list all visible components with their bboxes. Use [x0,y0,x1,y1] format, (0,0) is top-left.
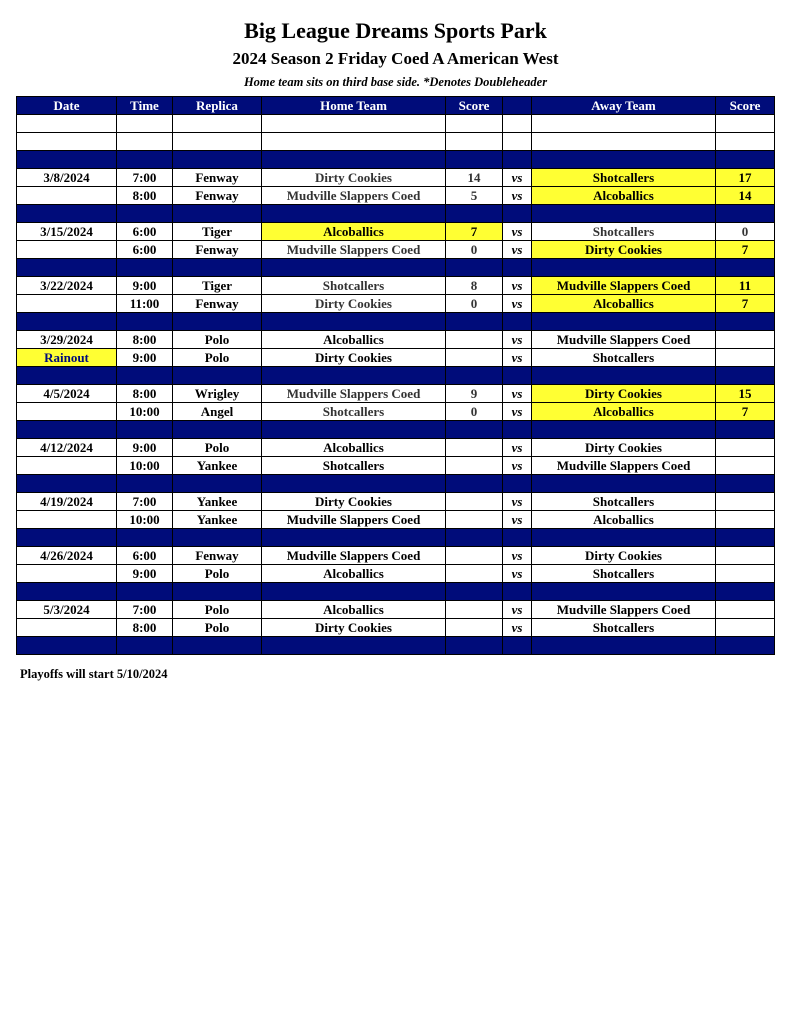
home-team-cell: Mudville Slappers Coed [262,385,446,403]
game-row [17,619,775,637]
column-header-home-score: Score [446,97,503,115]
empty-cell [117,259,173,277]
replica-cell: Yankee [173,493,262,511]
away-score-cell [716,457,775,475]
home-team-cell: Alcoballics [262,331,446,349]
empty-cell [716,313,775,331]
away-score-cell: 14 [716,187,775,205]
date-cell: 3/15/2024 [17,223,117,241]
home-team-cell: Dirty Cookies [262,169,446,187]
empty-cell [446,475,503,493]
time-cell: 9:00 [117,439,173,457]
date-cell: 3/8/2024 [17,169,117,187]
empty-cell [117,205,173,223]
vs-cell: vs [503,331,532,349]
replica-cell: Fenway [173,187,262,205]
game-row [17,439,775,457]
vs-cell: vs [503,511,532,529]
away-score-cell [716,601,775,619]
empty-cell [17,475,117,493]
game-row [17,511,775,529]
home-team-cell: Mudville Slappers Coed [262,187,446,205]
column-header-away-score: Score [716,97,775,115]
empty-cell [117,115,173,133]
date-cell: 5/3/2024 [17,601,117,619]
empty-cell [716,583,775,601]
away-score-cell: 11 [716,277,775,295]
time-cell: 7:00 [117,601,173,619]
blank-row [17,115,775,133]
empty-cell [17,583,117,601]
away-score-cell: 7 [716,241,775,259]
separator-row [17,637,775,655]
separator-row [17,475,775,493]
column-header-away-team: Away Team [532,97,716,115]
vs-cell: vs [503,601,532,619]
page-note: Home team sits on third base side. *Denotes Doubleheader [243,75,548,89]
replica-cell: Polo [173,349,262,367]
empty-cell [17,637,117,655]
date-cell [17,295,117,313]
time-cell: 9:00 [117,565,173,583]
empty-cell [503,367,532,385]
empty-cell [446,259,503,277]
home-team-cell: Mudville Slappers Coed [262,547,446,565]
home-score-cell [446,511,503,529]
date-cell: 4/12/2024 [17,439,117,457]
empty-cell [173,529,262,547]
home-team-cell: Alcoballics [262,601,446,619]
game-row [17,169,775,187]
empty-cell [173,475,262,493]
away-score-cell [716,547,775,565]
time-cell: 7:00 [117,169,173,187]
home-team-cell: Dirty Cookies [262,619,446,637]
game-row [17,277,775,295]
vs-cell: vs [503,169,532,187]
time-cell: 6:00 [117,223,173,241]
replica-cell: Polo [173,331,262,349]
replica-cell: Fenway [173,169,262,187]
empty-cell [262,475,446,493]
away-team-cell: Mudville Slappers Coed [532,277,716,295]
empty-cell [117,529,173,547]
replica-cell: Polo [173,565,262,583]
home-score-cell [446,601,503,619]
empty-cell [532,115,716,133]
empty-cell [532,151,716,169]
column-header-vs [503,97,532,115]
vs-cell: vs [503,385,532,403]
separator-row [17,151,775,169]
home-score-cell [446,331,503,349]
replica-cell: Fenway [173,547,262,565]
time-cell: 6:00 [117,547,173,565]
empty-cell [117,583,173,601]
separator-row [17,367,775,385]
away-score-cell: 7 [716,295,775,313]
date-cell [17,187,117,205]
away-team-cell: Dirty Cookies [532,385,716,403]
away-score-cell [716,619,775,637]
column-header-date: Date [17,97,117,115]
home-score-cell [446,619,503,637]
empty-cell [173,367,262,385]
home-score-cell [446,439,503,457]
game-row [17,565,775,583]
date-cell: Rainout [17,349,117,367]
empty-cell [173,421,262,439]
away-team-cell: Shotcallers [532,619,716,637]
empty-cell [532,367,716,385]
empty-cell [117,313,173,331]
empty-cell [173,583,262,601]
schedule-body [17,115,775,655]
home-score-cell: 0 [446,403,503,421]
header-row [17,97,775,115]
empty-cell [446,637,503,655]
game-row [17,601,775,619]
replica-cell: Wrigley [173,385,262,403]
separator-row [17,205,775,223]
replica-cell: Angel [173,403,262,421]
game-row [17,241,775,259]
time-cell: 8:00 [117,187,173,205]
vs-cell: vs [503,349,532,367]
home-score-cell: 9 [446,385,503,403]
empty-cell [532,475,716,493]
time-cell: 10:00 [117,403,173,421]
vs-cell: vs [503,493,532,511]
empty-cell [262,529,446,547]
empty-cell [262,583,446,601]
empty-cell [716,529,775,547]
empty-cell [446,313,503,331]
empty-cell [716,421,775,439]
away-score-cell [716,493,775,511]
empty-cell [503,583,532,601]
separator-row [17,313,775,331]
home-team-cell: Shotcallers [262,457,446,475]
empty-cell [503,637,532,655]
replica-cell: Polo [173,619,262,637]
date-cell: 3/29/2024 [17,331,117,349]
away-team-cell: Shotcallers [532,565,716,583]
empty-cell [262,205,446,223]
date-cell [17,565,117,583]
home-team-cell: Shotcallers [262,277,446,295]
schedule-table [16,96,775,655]
empty-cell [532,205,716,223]
empty-cell [17,529,117,547]
home-team-cell: Dirty Cookies [262,295,446,313]
replica-cell: Fenway [173,295,262,313]
away-score-cell [716,349,775,367]
home-score-cell [446,493,503,511]
empty-cell [17,115,117,133]
time-cell: 7:00 [117,493,173,511]
empty-cell [532,133,716,151]
column-header-home-team: Home Team [262,97,446,115]
home-team-cell: Alcoballics [262,439,446,457]
empty-cell [532,421,716,439]
empty-cell [446,421,503,439]
away-score-cell [716,565,775,583]
empty-cell [446,115,503,133]
vs-cell: vs [503,565,532,583]
time-cell: 11:00 [117,295,173,313]
empty-cell [173,205,262,223]
empty-cell [17,367,117,385]
game-row [17,403,775,421]
empty-cell [446,529,503,547]
away-team-cell: Alcoballics [532,187,716,205]
empty-cell [532,259,716,277]
vs-cell: vs [503,457,532,475]
empty-cell [446,583,503,601]
date-cell [17,511,117,529]
home-team-cell: Dirty Cookies [262,349,446,367]
empty-cell [532,313,716,331]
empty-cell [17,133,117,151]
empty-cell [503,115,532,133]
time-cell: 8:00 [117,331,173,349]
home-score-cell: 8 [446,277,503,295]
away-score-cell [716,439,775,457]
empty-cell [503,259,532,277]
date-cell: 4/19/2024 [17,493,117,511]
replica-cell: Tiger [173,223,262,241]
empty-cell [117,637,173,655]
empty-cell [446,367,503,385]
away-score-cell [716,331,775,349]
vs-cell: vs [503,241,532,259]
empty-cell [173,115,262,133]
replica-cell: Fenway [173,241,262,259]
empty-cell [173,151,262,169]
home-score-cell: 5 [446,187,503,205]
away-team-cell: Dirty Cookies [532,439,716,457]
empty-cell [716,133,775,151]
home-score-cell: 7 [446,223,503,241]
home-team-cell: Alcoballics [262,565,446,583]
vs-cell: vs [503,223,532,241]
empty-cell [716,475,775,493]
empty-cell [262,151,446,169]
page-title: Big League Dreams Sports Park [244,18,547,43]
away-score-cell: 7 [716,403,775,421]
date-cell [17,619,117,637]
away-team-cell: Dirty Cookies [532,547,716,565]
vs-cell: vs [503,439,532,457]
date-cell: 4/26/2024 [17,547,117,565]
away-team-cell: Shotcallers [532,493,716,511]
empty-cell [262,313,446,331]
away-team-cell: Alcoballics [532,403,716,421]
game-row [17,295,775,313]
date-cell: 3/22/2024 [17,277,117,295]
date-cell [17,457,117,475]
separator-row [17,583,775,601]
home-score-cell [446,349,503,367]
away-team-cell: Mudville Slappers Coed [532,457,716,475]
vs-cell: vs [503,619,532,637]
game-row [17,457,775,475]
time-cell: 9:00 [117,277,173,295]
home-score-cell [446,457,503,475]
vs-cell: vs [503,295,532,313]
empty-cell [262,133,446,151]
date-cell [17,241,117,259]
empty-cell [173,313,262,331]
home-score-cell: 0 [446,241,503,259]
empty-cell [716,367,775,385]
replica-cell: Tiger [173,277,262,295]
away-team-cell: Shotcallers [532,169,716,187]
date-cell [17,403,117,421]
empty-cell [173,133,262,151]
empty-cell [17,205,117,223]
vs-cell: vs [503,277,532,295]
empty-cell [503,133,532,151]
empty-cell [503,421,532,439]
empty-cell [446,133,503,151]
vs-cell: vs [503,187,532,205]
empty-cell [716,205,775,223]
home-score-cell: 14 [446,169,503,187]
empty-cell [117,151,173,169]
separator-row [17,529,775,547]
empty-cell [173,259,262,277]
home-team-cell: Alcoballics [262,223,446,241]
empty-cell [503,529,532,547]
empty-cell [503,151,532,169]
away-score-cell: 0 [716,223,775,241]
time-cell: 9:00 [117,349,173,367]
away-team-cell: Dirty Cookies [532,241,716,259]
game-row [17,187,775,205]
empty-cell [503,205,532,223]
replica-cell: Yankee [173,511,262,529]
empty-cell [173,637,262,655]
time-cell: 8:00 [117,619,173,637]
vs-cell: vs [503,547,532,565]
separator-row [17,259,775,277]
blank-row [17,133,775,151]
away-team-cell: Alcoballics [532,295,716,313]
empty-cell [716,259,775,277]
empty-cell [503,475,532,493]
empty-cell [262,637,446,655]
game-row [17,331,775,349]
vs-cell: vs [503,403,532,421]
game-row [17,385,775,403]
empty-cell [262,259,446,277]
home-team-cell: Mudville Slappers Coed [262,511,446,529]
empty-cell [262,115,446,133]
game-row [17,223,775,241]
date-cell: 4/5/2024 [17,385,117,403]
time-cell: 6:00 [117,241,173,259]
empty-cell [716,151,775,169]
empty-cell [532,529,716,547]
home-score-cell [446,565,503,583]
home-score-cell: 0 [446,295,503,313]
empty-cell [716,115,775,133]
empty-cell [262,421,446,439]
time-cell: 10:00 [117,457,173,475]
playoffs-note: Playoffs will start 5/10/2024 [20,667,168,681]
home-team-cell: Shotcallers [262,403,446,421]
empty-cell [117,475,173,493]
replica-cell: Polo [173,601,262,619]
empty-cell [446,205,503,223]
home-team-cell: Mudville Slappers Coed [262,241,446,259]
game-row [17,349,775,367]
away-team-cell: Alcoballics [532,511,716,529]
home-score-cell [446,547,503,565]
home-team-cell: Dirty Cookies [262,493,446,511]
separator-row [17,421,775,439]
empty-cell [532,583,716,601]
away-team-cell: Shotcallers [532,349,716,367]
empty-cell [262,367,446,385]
column-header-replica: Replica [173,97,262,115]
empty-cell [446,151,503,169]
away-team-cell: Mudville Slappers Coed [532,601,716,619]
empty-cell [716,637,775,655]
away-score-cell [716,511,775,529]
away-score-cell: 17 [716,169,775,187]
column-header-time: Time [117,97,173,115]
away-score-cell: 15 [716,385,775,403]
empty-cell [17,313,117,331]
empty-cell [17,259,117,277]
empty-cell [503,313,532,331]
empty-cell [117,367,173,385]
empty-cell [17,421,117,439]
empty-cell [117,421,173,439]
empty-cell [117,133,173,151]
time-cell: 8:00 [117,385,173,403]
away-team-cell: Mudville Slappers Coed [532,331,716,349]
replica-cell: Polo [173,439,262,457]
empty-cell [17,151,117,169]
page-subtitle: 2024 Season 2 Friday Coed A American West [232,49,559,68]
replica-cell: Yankee [173,457,262,475]
empty-cell [532,637,716,655]
game-row [17,547,775,565]
away-team-cell: Shotcallers [532,223,716,241]
time-cell: 10:00 [117,511,173,529]
game-row [17,493,775,511]
